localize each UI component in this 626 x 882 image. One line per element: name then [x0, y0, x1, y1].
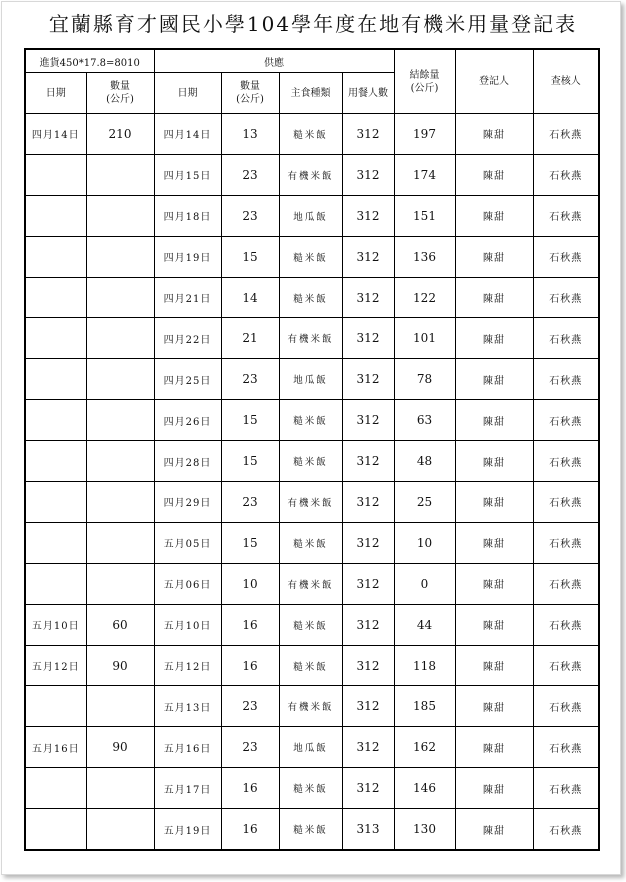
purchase-date-header: 日期 — [25, 73, 86, 114]
purchase-date-cell — [25, 236, 86, 277]
reviewer-header: 查核人 — [533, 49, 599, 114]
rice-usage-table — [24, 48, 600, 851]
purchase-qty-cell: 60 — [86, 604, 154, 645]
purchase-qty-cell — [86, 359, 154, 400]
recorder-cell: 陳甜 — [455, 154, 533, 195]
reviewer-cell: 石秋燕 — [533, 154, 599, 195]
supply-qty-cell: 10 — [221, 563, 279, 604]
reviewer-cell: 石秋燕 — [533, 809, 599, 850]
staple-cell: 糙米飯 — [279, 441, 342, 482]
recorder-cell: 陳甜 — [455, 809, 533, 850]
supply-date-cell: 四月25日 — [154, 359, 221, 400]
recorder-cell: 陳甜 — [455, 482, 533, 523]
staple-cell: 地瓜飯 — [279, 727, 342, 768]
staple-cell: 糙米飯 — [279, 768, 342, 809]
balance-header-line1: 結餘量 — [409, 69, 440, 81]
recorder-cell: 陳甜 — [455, 236, 533, 277]
supply-qty-cell: 15 — [221, 236, 279, 277]
supply-qty-cell: 15 — [221, 441, 279, 482]
purchase-qty-cell — [86, 236, 154, 277]
purchase-qty-cell — [86, 522, 154, 563]
purchase-qty-cell — [86, 277, 154, 318]
reviewer-cell: 石秋燕 — [533, 686, 599, 727]
table-row — [25, 482, 599, 523]
table-row — [25, 686, 599, 727]
balance-cell: 174 — [394, 154, 455, 195]
staple-cell: 地瓜飯 — [279, 195, 342, 236]
purchase-qty-cell — [86, 195, 154, 236]
purchase-date-cell — [25, 522, 86, 563]
supply-date-cell: 四月19日 — [154, 236, 221, 277]
staple-header: 主食種類 — [279, 73, 342, 114]
purchase-date-cell — [25, 154, 86, 195]
purchase-date-cell — [25, 277, 86, 318]
purchase-qty-cell: 90 — [86, 645, 154, 686]
table-row — [25, 236, 599, 277]
balance-cell: 122 — [394, 277, 455, 318]
supply-date-cell: 四月22日 — [154, 318, 221, 359]
purchase-qty-cell — [86, 809, 154, 850]
supply-date-cell: 四月26日 — [154, 400, 221, 441]
purchase-date-cell — [25, 768, 86, 809]
purchase-qty-cell — [86, 768, 154, 809]
supply-qty-cell: 14 — [221, 277, 279, 318]
purchase-date-cell — [25, 318, 86, 359]
recorder-cell: 陳甜 — [455, 277, 533, 318]
supply-qty-cell: 16 — [221, 604, 279, 645]
diners-cell: 312 — [342, 154, 394, 195]
recorder-cell: 陳甜 — [455, 686, 533, 727]
diners-cell: 312 — [342, 318, 394, 359]
balance-cell: 78 — [394, 359, 455, 400]
diners-cell: 312 — [342, 645, 394, 686]
reviewer-cell: 石秋燕 — [533, 604, 599, 645]
supply-qty-cell: 16 — [221, 768, 279, 809]
diners-cell: 312 — [342, 563, 394, 604]
diners-cell: 312 — [342, 604, 394, 645]
supply-qty-cell: 23 — [221, 686, 279, 727]
reviewer-cell: 石秋燕 — [533, 114, 599, 155]
table-row — [25, 400, 599, 441]
supply-date-cell: 四月14日 — [154, 114, 221, 155]
purchase-qty-cell — [86, 563, 154, 604]
balance-cell: 44 — [394, 604, 455, 645]
recorder-cell: 陳甜 — [455, 359, 533, 400]
diners-cell: 312 — [342, 195, 394, 236]
purchase-date-cell — [25, 809, 86, 850]
diners-cell: 312 — [342, 482, 394, 523]
table-row — [25, 114, 599, 155]
reviewer-cell: 石秋燕 — [533, 563, 599, 604]
supply-date-cell: 四月29日 — [154, 482, 221, 523]
staple-cell: 有機米飯 — [279, 154, 342, 195]
staple-cell: 有機米飯 — [279, 318, 342, 359]
purchase-qty-cell — [86, 441, 154, 482]
supply-date-cell: 四月18日 — [154, 195, 221, 236]
purchase-date-cell — [25, 359, 86, 400]
table-row — [25, 522, 599, 563]
purchase-date-cell — [25, 482, 86, 523]
balance-cell: 63 — [394, 400, 455, 441]
balance-cell: 130 — [394, 809, 455, 850]
purchase-qty-cell — [86, 154, 154, 195]
reviewer-cell: 石秋燕 — [533, 359, 599, 400]
diners-cell: 312 — [342, 768, 394, 809]
reviewer-cell: 石秋燕 — [533, 318, 599, 359]
balance-cell: 146 — [394, 768, 455, 809]
table-row — [25, 563, 599, 604]
supply-qty-cell: 16 — [221, 809, 279, 850]
header-row-top — [25, 49, 599, 73]
table-row — [25, 195, 599, 236]
supply-qty-cell: 23 — [221, 482, 279, 523]
supply-date-cell: 五月13日 — [154, 686, 221, 727]
staple-cell: 有機米飯 — [279, 563, 342, 604]
balance-header-line2: (公斤) — [410, 82, 439, 94]
supply-qty-cell: 23 — [221, 727, 279, 768]
staple-cell: 糙米飯 — [279, 400, 342, 441]
purchase-date-cell — [25, 441, 86, 482]
supply-date-cell: 五月17日 — [154, 768, 221, 809]
table-row — [25, 359, 599, 400]
staple-cell: 有機米飯 — [279, 482, 342, 523]
reviewer-cell: 石秋燕 — [533, 522, 599, 563]
recorder-cell: 陳甜 — [455, 645, 533, 686]
recorder-cell: 陳甜 — [455, 400, 533, 441]
supply-date-cell: 四月28日 — [154, 441, 221, 482]
table-row — [25, 318, 599, 359]
purchase-qty-cell: 210 — [86, 114, 154, 155]
purchase-qty-cell — [86, 318, 154, 359]
supply-date-cell: 四月15日 — [154, 154, 221, 195]
table-row — [25, 277, 599, 318]
supply-qty-cell: 23 — [221, 154, 279, 195]
purchase-qty-cell — [86, 686, 154, 727]
diners-cell: 312 — [342, 441, 394, 482]
diners-cell: 312 — [342, 114, 394, 155]
supply-header: 供應 — [154, 49, 394, 73]
staple-cell: 有機米飯 — [279, 686, 342, 727]
reviewer-cell: 石秋燕 — [533, 236, 599, 277]
supply-date-header: 日期 — [154, 73, 221, 114]
purchase-qty-line1: 數量 — [110, 81, 130, 92]
purchase-qty-line2: (公斤) — [106, 94, 134, 105]
supply-qty-header — [221, 73, 279, 114]
supply-qty-cell: 13 — [221, 114, 279, 155]
balance-cell: 162 — [394, 727, 455, 768]
staple-cell: 糙米飯 — [279, 277, 342, 318]
recorder-cell: 陳甜 — [455, 318, 533, 359]
staple-cell: 糙米飯 — [279, 114, 342, 155]
recorder-cell: 陳甜 — [455, 768, 533, 809]
balance-cell: 197 — [394, 114, 455, 155]
purchase-header: 進貨450*17.8=8010 — [25, 49, 154, 73]
supply-date-cell: 五月19日 — [154, 809, 221, 850]
staple-cell: 糙米飯 — [279, 522, 342, 563]
recorder-cell: 陳甜 — [455, 441, 533, 482]
balance-cell: 10 — [394, 522, 455, 563]
balance-cell: 118 — [394, 645, 455, 686]
purchase-date-cell — [25, 195, 86, 236]
diners-cell: 312 — [342, 727, 394, 768]
recorder-cell: 陳甜 — [455, 522, 533, 563]
recorder-cell: 陳甜 — [455, 195, 533, 236]
purchase-qty-cell — [86, 400, 154, 441]
reviewer-cell: 石秋燕 — [533, 195, 599, 236]
recorder-cell: 陳甜 — [455, 114, 533, 155]
balance-header — [394, 49, 455, 114]
staple-cell: 糙米飯 — [279, 645, 342, 686]
table-row — [25, 441, 599, 482]
diners-cell: 313 — [342, 809, 394, 850]
supply-qty-line2: (公斤) — [236, 94, 264, 105]
supply-date-cell: 五月12日 — [154, 645, 221, 686]
supply-qty-cell: 21 — [221, 318, 279, 359]
recorder-cell: 陳甜 — [455, 604, 533, 645]
page-title: 宜蘭縣育才國民小學104學年度在地有機米用量登記表 — [48, 12, 578, 36]
supply-date-cell: 五月06日 — [154, 563, 221, 604]
purchase-date-cell: 四月14日 — [25, 114, 86, 155]
balance-cell: 0 — [394, 563, 455, 604]
supply-qty-cell: 16 — [221, 645, 279, 686]
purchase-qty-cell: 90 — [86, 727, 154, 768]
table-row — [25, 604, 599, 645]
balance-cell: 151 — [394, 195, 455, 236]
purchase-date-cell — [25, 400, 86, 441]
supply-qty-cell: 15 — [221, 400, 279, 441]
reviewer-cell: 石秋燕 — [533, 482, 599, 523]
recorder-header: 登記人 — [455, 49, 533, 114]
staple-cell: 糙米飯 — [279, 236, 342, 277]
balance-cell: 25 — [394, 482, 455, 523]
diners-header: 用餐人數 — [342, 73, 394, 114]
supply-date-cell: 五月16日 — [154, 727, 221, 768]
balance-cell: 136 — [394, 236, 455, 277]
supply-date-cell: 四月21日 — [154, 277, 221, 318]
supply-qty-line1: 數量 — [240, 81, 260, 92]
purchase-date-cell — [25, 686, 86, 727]
purchase-date-cell: 五月10日 — [25, 604, 86, 645]
reviewer-cell: 石秋燕 — [533, 645, 599, 686]
supply-date-cell: 五月10日 — [154, 604, 221, 645]
supply-qty-cell: 23 — [221, 359, 279, 400]
diners-cell: 312 — [342, 400, 394, 441]
purchase-date-cell — [25, 563, 86, 604]
balance-cell: 101 — [394, 318, 455, 359]
table-row — [25, 809, 599, 850]
purchase-date-cell: 五月16日 — [25, 727, 86, 768]
balance-cell: 48 — [394, 441, 455, 482]
table-row — [25, 727, 599, 768]
diners-cell: 312 — [342, 236, 394, 277]
staple-cell: 糙米飯 — [279, 809, 342, 850]
purchase-qty-header — [86, 73, 154, 114]
supply-qty-cell: 23 — [221, 195, 279, 236]
purchase-qty-cell — [86, 482, 154, 523]
balance-cell: 185 — [394, 686, 455, 727]
diners-cell: 312 — [342, 686, 394, 727]
recorder-cell: 陳甜 — [455, 563, 533, 604]
supply-qty-cell: 15 — [221, 522, 279, 563]
reviewer-cell: 石秋燕 — [533, 768, 599, 809]
reviewer-cell: 石秋燕 — [533, 727, 599, 768]
reviewer-cell: 石秋燕 — [533, 441, 599, 482]
recorder-cell: 陳甜 — [455, 727, 533, 768]
staple-cell: 糙米飯 — [279, 604, 342, 645]
reviewer-cell: 石秋燕 — [533, 277, 599, 318]
reviewer-cell: 石秋燕 — [533, 400, 599, 441]
table-row — [25, 645, 599, 686]
diners-cell: 312 — [342, 522, 394, 563]
purchase-date-cell: 五月12日 — [25, 645, 86, 686]
staple-cell: 地瓜飯 — [279, 359, 342, 400]
supply-date-cell: 五月05日 — [154, 522, 221, 563]
diners-cell: 312 — [342, 359, 394, 400]
table-row — [25, 154, 599, 195]
diners-cell: 312 — [342, 277, 394, 318]
table-row — [25, 768, 599, 809]
